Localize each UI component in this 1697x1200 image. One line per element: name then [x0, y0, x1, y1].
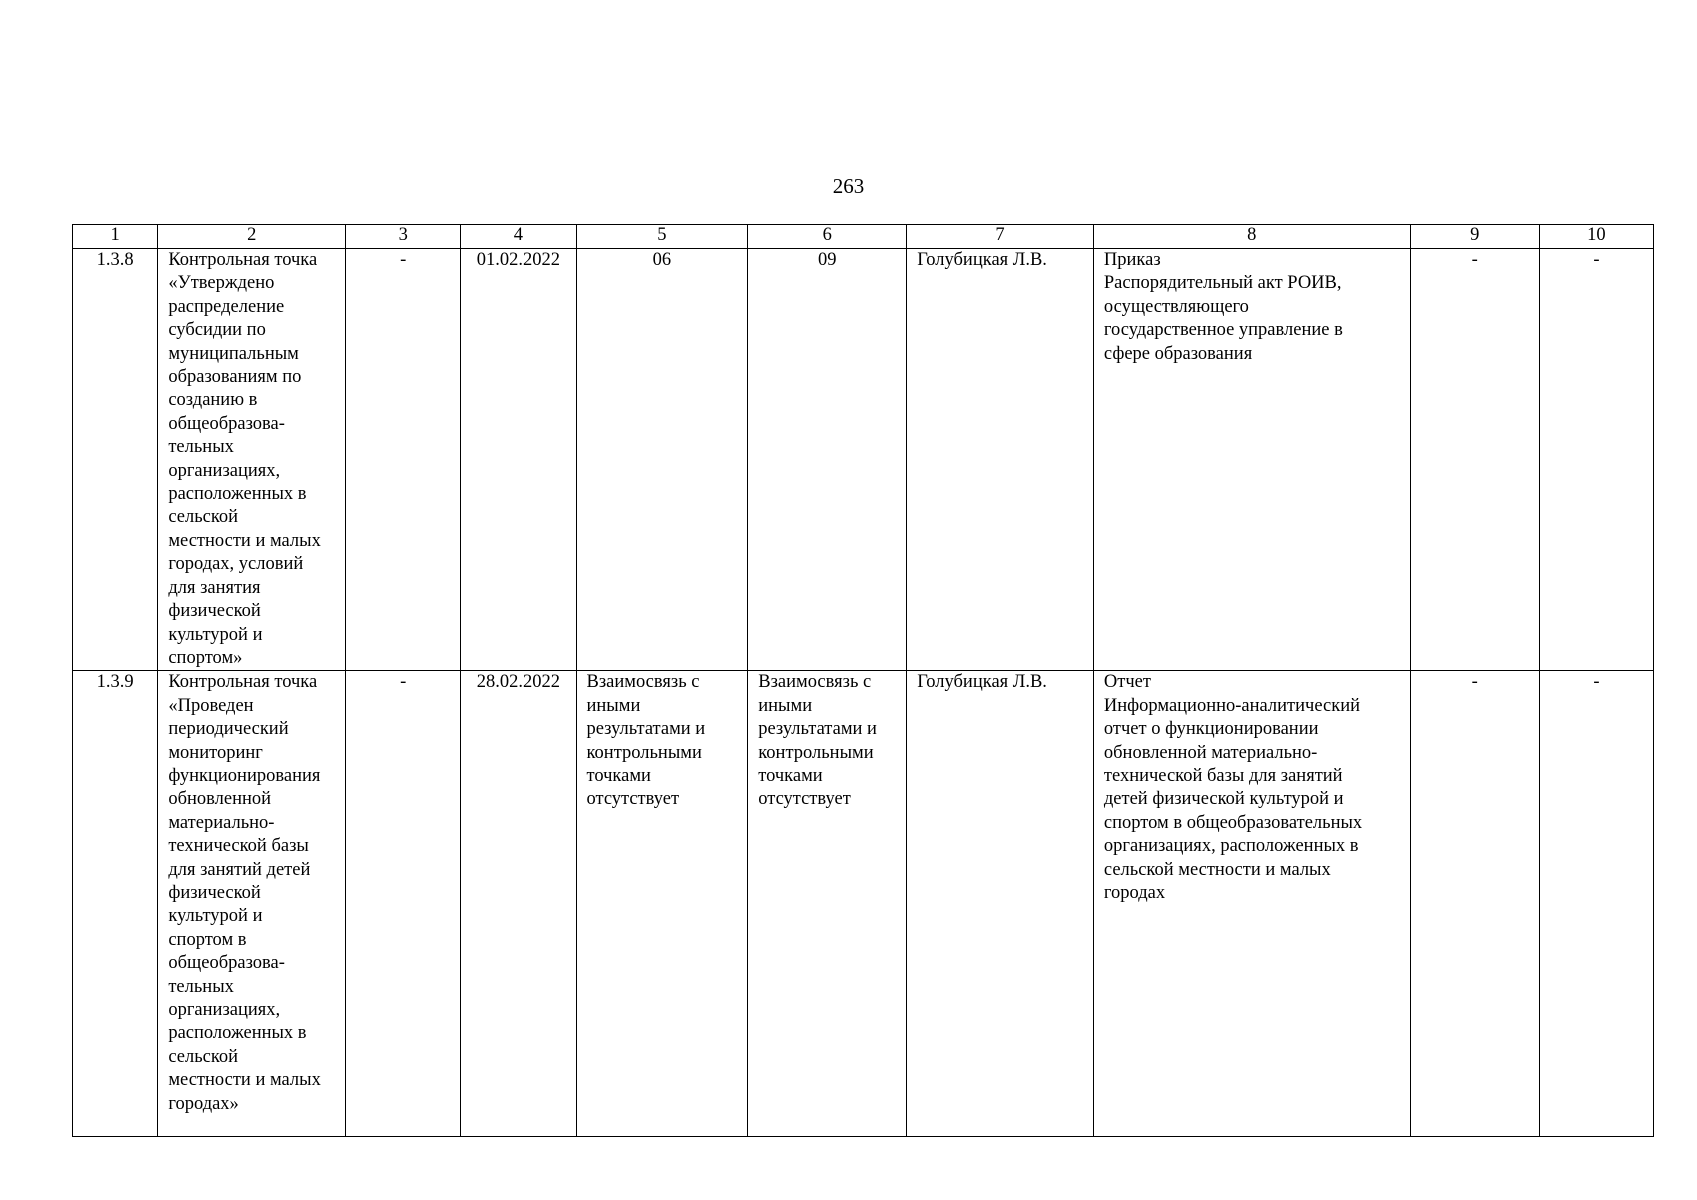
responsible-cell: Голубицкая Л.В. — [907, 249, 1094, 671]
col10-cell: - — [1539, 249, 1653, 671]
col3-cell: - — [346, 671, 461, 1137]
col3-cell: - — [346, 249, 461, 671]
column-header: 8 — [1093, 225, 1410, 249]
col9-cell: - — [1410, 671, 1539, 1137]
column-number-row — [73, 225, 1654, 249]
control-points-table — [72, 224, 1654, 1137]
document-type-cell: Приказ Распорядительный акт РОИВ, осуществляющего государственное управление в сфере образования — [1093, 249, 1410, 671]
responsible-cell: Голубицкая Л.В. — [907, 671, 1094, 1137]
column-header: 10 — [1539, 225, 1653, 249]
document-type-cell: Отчет Информационно-аналитический отчет о функционировании обновленной материально- технической базы для занятий детей физической культурой и спортом в общеобразовательных организациях, расположенных в сельской местности и малых городах — [1093, 671, 1410, 1137]
row-number-cell: 1.3.8 — [73, 249, 158, 671]
column-header: 1 — [73, 225, 158, 249]
table-row — [73, 671, 1654, 1137]
column-header: 2 — [158, 225, 346, 249]
column-header: 7 — [907, 225, 1094, 249]
col5-cell: Взаимосвязь с иными результатами и контрольными точками отсутствует — [576, 671, 748, 1137]
col6-cell: Взаимосвязь с иными результатами и контрольными точками отсутствует — [748, 671, 907, 1137]
control-point-name-cell: Контрольная точка «Проведен периодический мониторинг функционирования обновленной материально- технической базы для занятий детей физической культурой и спортом в общеобразова- тельных организациях, расположенных в сельской местности и малых городах» — [158, 671, 346, 1137]
date-cell: 01.02.2022 — [461, 249, 576, 671]
col10-cell: - — [1539, 671, 1653, 1137]
control-point-name-cell: Контрольная точка «Утверждено распределение субсидии по муниципальным образованиям по созданию в общеобразова- тельных организациях, расположенных в сельской местности и малых городах, условий для занятия физической культурой и спортом» — [158, 249, 346, 671]
column-header: 3 — [346, 225, 461, 249]
column-header: 4 — [461, 225, 576, 249]
table-row — [73, 249, 1654, 671]
column-header: 6 — [748, 225, 907, 249]
col6-cell: 09 — [748, 249, 907, 671]
date-cell: 28.02.2022 — [461, 671, 576, 1137]
col9-cell: - — [1410, 249, 1539, 671]
page-number: 263 — [832, 174, 865, 198]
col5-cell: 06 — [576, 249, 748, 671]
column-header: 9 — [1410, 225, 1539, 249]
column-header: 5 — [576, 225, 748, 249]
row-number-cell: 1.3.9 — [73, 671, 158, 1137]
